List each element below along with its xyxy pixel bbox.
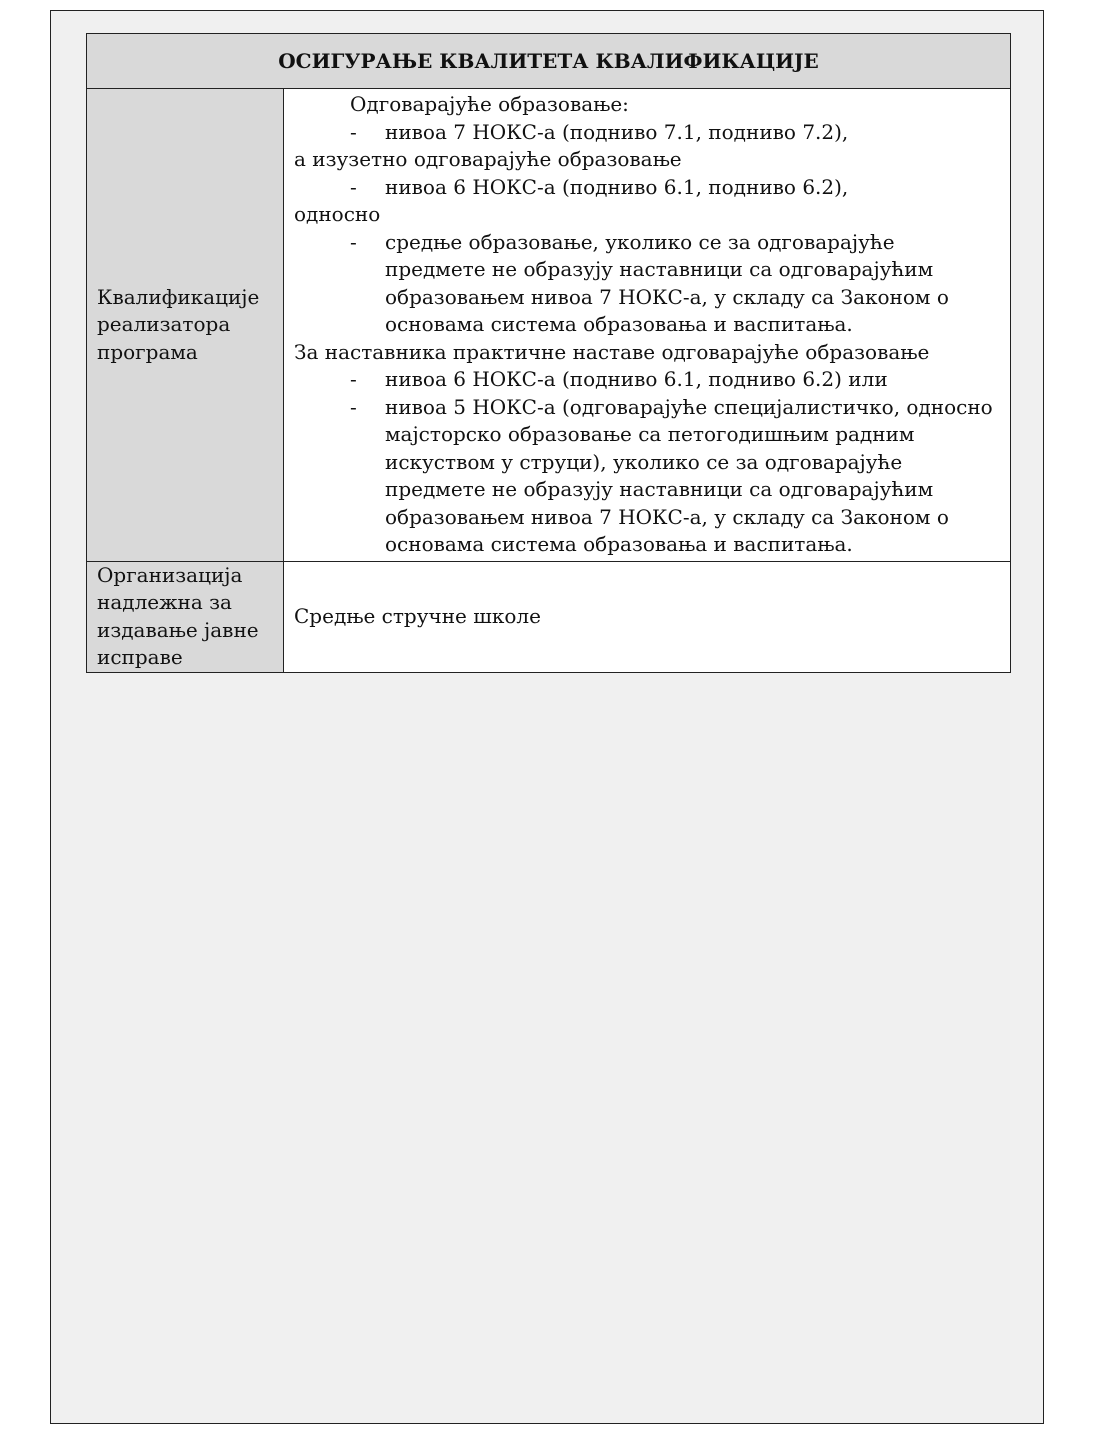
row-label-organization: Организација надлежна за издавање јавне исправе xyxy=(87,561,284,672)
row-content-qualifications xyxy=(284,89,1011,562)
bullet-text: нивоа 6 НОКС-а (подниво 6.1, подниво 6.2) или xyxy=(385,367,888,391)
bullet-text: нивоа 7 НОКС-а (подниво 7.1, подниво 7.2), xyxy=(385,119,849,144)
bullet-text: нивоа 5 НОКС-а (одговарајуће специјалистичко, односно мајсторско образовање са петогодишњим радним искуством у струци), уколико се за одговарајуће предмете не образују наставници са одговарајућим образовањем нивоа 7 НОКС-а, у складу са Законом о основама система образовања и васпитања. xyxy=(385,394,993,556)
content-intro: Одговарајуће образовање: xyxy=(350,92,629,116)
list-item xyxy=(294,394,1000,559)
table-row xyxy=(87,89,1011,562)
table-row xyxy=(87,561,1011,672)
document-page xyxy=(50,10,1044,1424)
row-label-qualifications: Квалификације реализатора програма xyxy=(87,89,284,562)
quality-assurance-table xyxy=(86,33,1011,673)
bullet-dash: - xyxy=(350,394,357,419)
row-content-organization: Средње стручне школе xyxy=(284,561,1011,672)
bullet-dash: - xyxy=(350,229,357,254)
table-header-row xyxy=(87,34,1011,89)
content-line: а изузетно одговарајуће образовање xyxy=(294,147,682,171)
list-item xyxy=(294,119,1000,147)
content-line: За наставника практичне наставе одговарајуће образовање xyxy=(294,339,930,364)
table-header: ОСИГУРАЊЕ КВАЛИТЕТА КВАЛИФИКАЦИЈЕ xyxy=(87,34,1011,89)
bullet-dash: - xyxy=(350,119,357,144)
list-item xyxy=(294,229,1000,339)
content-line: односно xyxy=(294,202,381,226)
bullet-text: нивоа 6 НОКС-а (подниво 6.1, подниво 6.2), xyxy=(385,174,849,199)
bullet-dash: - xyxy=(350,367,357,391)
list-item xyxy=(294,174,1000,202)
list-item xyxy=(294,366,1000,394)
bullet-dash: - xyxy=(350,174,357,199)
bullet-text: средње образовање, уколико се за одговарајуће предмете не образују наставници са одговарајућим образовањем нивоа 7 НОКС-а, у складу са Законом о основама система образовања и васпитања. xyxy=(385,229,949,336)
